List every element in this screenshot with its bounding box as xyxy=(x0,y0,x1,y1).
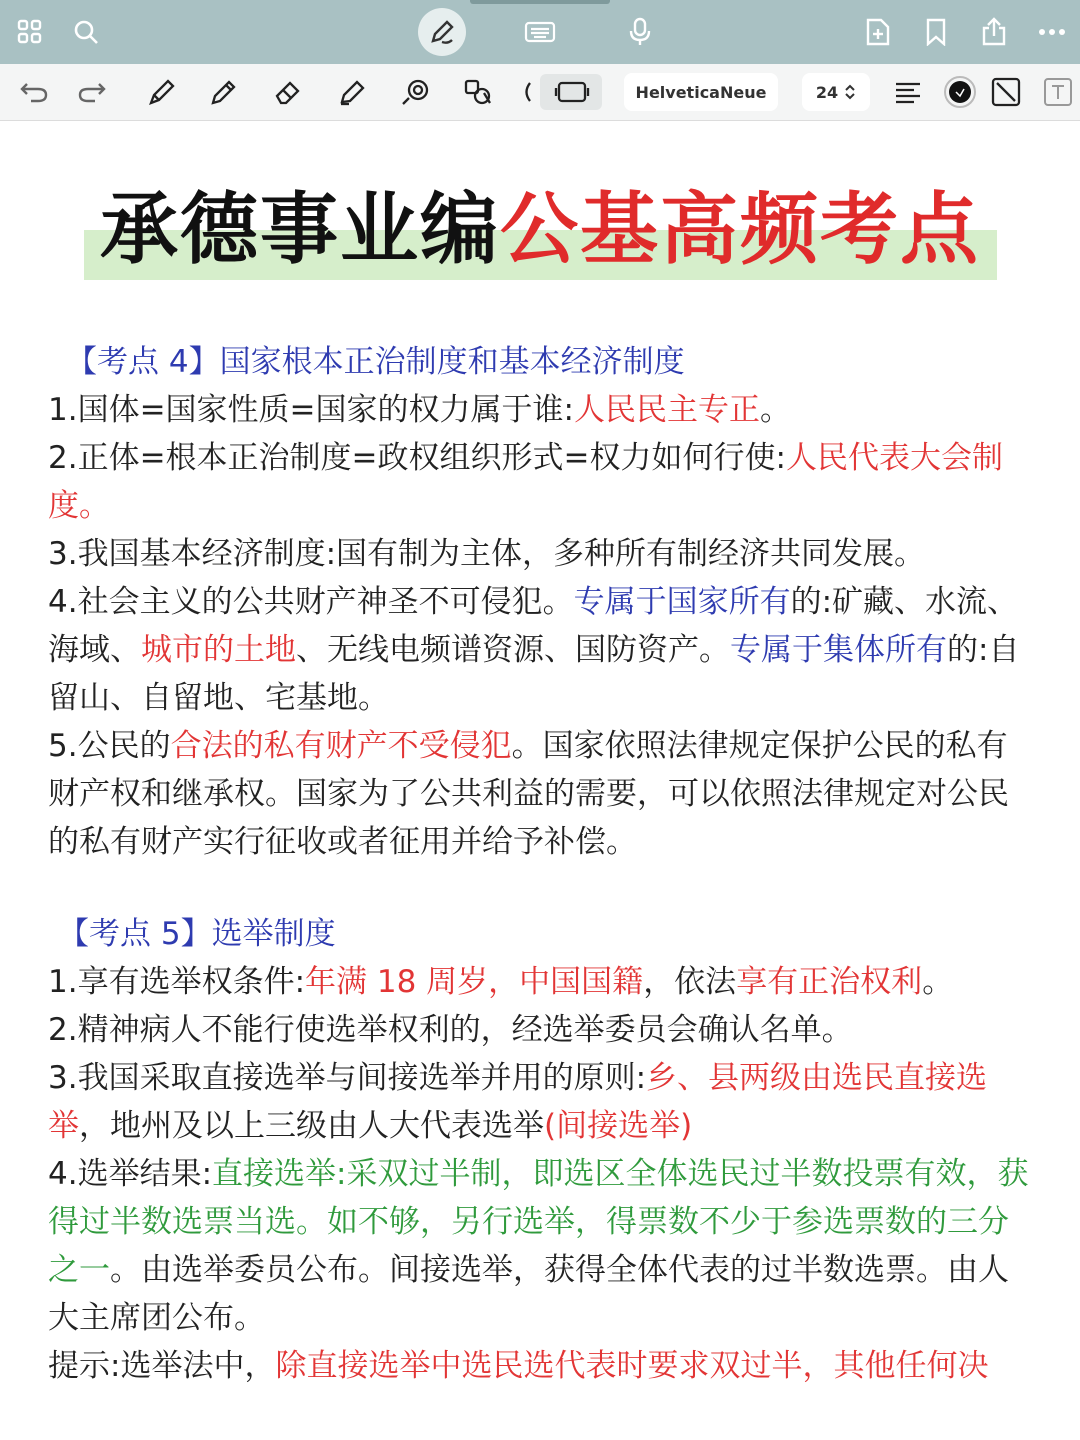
section-5 xyxy=(48,910,1038,1390)
text: 1.国体=国家性质=国家的权力属于谁: xyxy=(48,392,574,428)
editing-toolbar xyxy=(0,64,1080,121)
text: ，依法 xyxy=(643,964,737,1000)
text: 的:矿藏、水流、海域、 xyxy=(48,584,1019,668)
text: 4.选举结果: xyxy=(48,1156,213,1192)
microphone-icon[interactable] xyxy=(620,12,660,52)
text: 4.社会主义的公共财产神圣不可侵犯。 xyxy=(48,584,574,620)
section-5-tip xyxy=(48,1342,1038,1390)
title-part-black: 承德事业编 xyxy=(99,185,500,275)
text: 2.正体=根本正治制度=政权组织形式=权力如何行使: xyxy=(48,440,786,476)
title-part-red: 公基高频考点 xyxy=(500,185,981,275)
text-format-icon[interactable] xyxy=(1040,74,1076,110)
red-text: (间接选举) xyxy=(544,1108,693,1144)
section-4-heading: 【考点 4】国家根本正治制度和基本经济制度 xyxy=(66,344,685,380)
section-4-item-4 xyxy=(48,578,1038,722)
font-family-selector[interactable] xyxy=(624,73,778,111)
bookmark-icon[interactable] xyxy=(916,12,956,52)
red-text: 城市的土地 xyxy=(141,632,296,668)
section-5-item-3 xyxy=(48,1054,1038,1150)
keyboard-icon[interactable] xyxy=(520,12,560,52)
text: 。 xyxy=(759,392,791,428)
pen-mode-button[interactable] xyxy=(418,8,466,56)
section-5-item-4 xyxy=(48,1150,1038,1342)
red-text: 乡、县两级由选民直接选举 xyxy=(48,1060,988,1144)
pen-icon xyxy=(428,18,456,46)
section-4-item-1 xyxy=(48,386,1038,434)
lasso-icon[interactable] xyxy=(460,74,496,110)
text: ，地州及以上三级由人大代表选举 xyxy=(79,1108,544,1144)
text: 。由选举委员公布。间接选举，获得全体代表的过半数选票。由人大主席团公布。 xyxy=(48,1252,1009,1336)
text: 。 xyxy=(922,964,954,1000)
app-top-bar xyxy=(0,0,1080,64)
font-family-label: HelveticaNeue xyxy=(635,82,767,102)
section-5-item-2: 2.精神病人不能行使选举权利的，经选举委员会确认名单。 xyxy=(48,1012,853,1048)
text: 5.公民的 xyxy=(48,728,171,764)
undo-icon[interactable] xyxy=(16,74,52,110)
highlighter-icon[interactable] xyxy=(334,74,370,110)
blue-text: 专属于集体所有 xyxy=(730,632,947,668)
text-box-icon xyxy=(540,74,602,110)
section-4-item-2 xyxy=(48,434,1038,530)
share-icon[interactable] xyxy=(974,12,1014,52)
text-box-style-icon[interactable] xyxy=(988,74,1024,110)
red-text: 除直接选举中选民选代表时要求双过半，其他任何决 xyxy=(275,1348,989,1384)
text-color-swatch[interactable] xyxy=(942,74,978,110)
red-text: 人民民主专正 xyxy=(573,392,760,428)
pencil-icon[interactable] xyxy=(206,74,242,110)
red-text: 享有正治权利 xyxy=(736,964,923,1000)
window-pull-handle[interactable] xyxy=(470,0,610,4)
text: 3.我国采取直接选举与间接选举并用的原则: xyxy=(48,1060,647,1096)
text-align-icon[interactable] xyxy=(890,74,926,110)
more-icon[interactable] xyxy=(1032,12,1072,52)
red-text: 合法的私有财产不受侵犯 xyxy=(170,728,512,764)
text: 。国家依照法律规定保护公民的私有财产权和继承权。国家为了公共利益的需要，可以依照法律规定对公民的私有财产实行征收或者征用并给予补偿。 xyxy=(48,728,1009,860)
green-text: 直接选举:采双过半制，即选区全体选民过半数投票有效，获得过半数选票当选。如不够，另行选举，得票数不少于参选票数的三分之一 xyxy=(48,1156,1029,1288)
eraser-icon[interactable] xyxy=(270,74,306,110)
text: 1.享有选举权条件: xyxy=(48,964,306,1000)
fountain-pen-icon[interactable] xyxy=(144,74,180,110)
more-tools-icon[interactable] xyxy=(516,74,536,110)
font-size-label: 24 xyxy=(815,82,839,102)
redo-icon[interactable] xyxy=(74,74,110,110)
section-4 xyxy=(48,338,1038,866)
text: 提示:选举法中， xyxy=(48,1348,276,1384)
red-text: 人民代表大会制度。 xyxy=(48,440,1003,524)
text: 的:自留山、自留地、宅基地。 xyxy=(48,632,1020,716)
search-icon[interactable] xyxy=(66,12,106,52)
stepper-icon xyxy=(844,83,856,101)
page-title xyxy=(0,180,1080,280)
add-page-icon[interactable] xyxy=(858,12,898,52)
text-tool-button[interactable] xyxy=(540,74,602,110)
section-5-item-1 xyxy=(48,958,1038,1006)
text: 、无线电频谱资源、国防资产。 xyxy=(296,632,730,668)
section-5-heading: 【考点 5】选举制度 xyxy=(58,916,336,952)
red-text: 年满 18 周岁，中国国籍 xyxy=(305,964,644,1000)
section-4-item-5 xyxy=(48,722,1038,866)
grid-icon[interactable] xyxy=(10,12,50,52)
shapes-icon[interactable] xyxy=(398,74,434,110)
font-size-selector[interactable] xyxy=(802,73,870,111)
section-4-item-3: 3.我国基本经济制度:国有制为主体，多种所有制经济共同发展。 xyxy=(48,536,926,572)
blue-text: 专属于国家所有 xyxy=(573,584,791,620)
